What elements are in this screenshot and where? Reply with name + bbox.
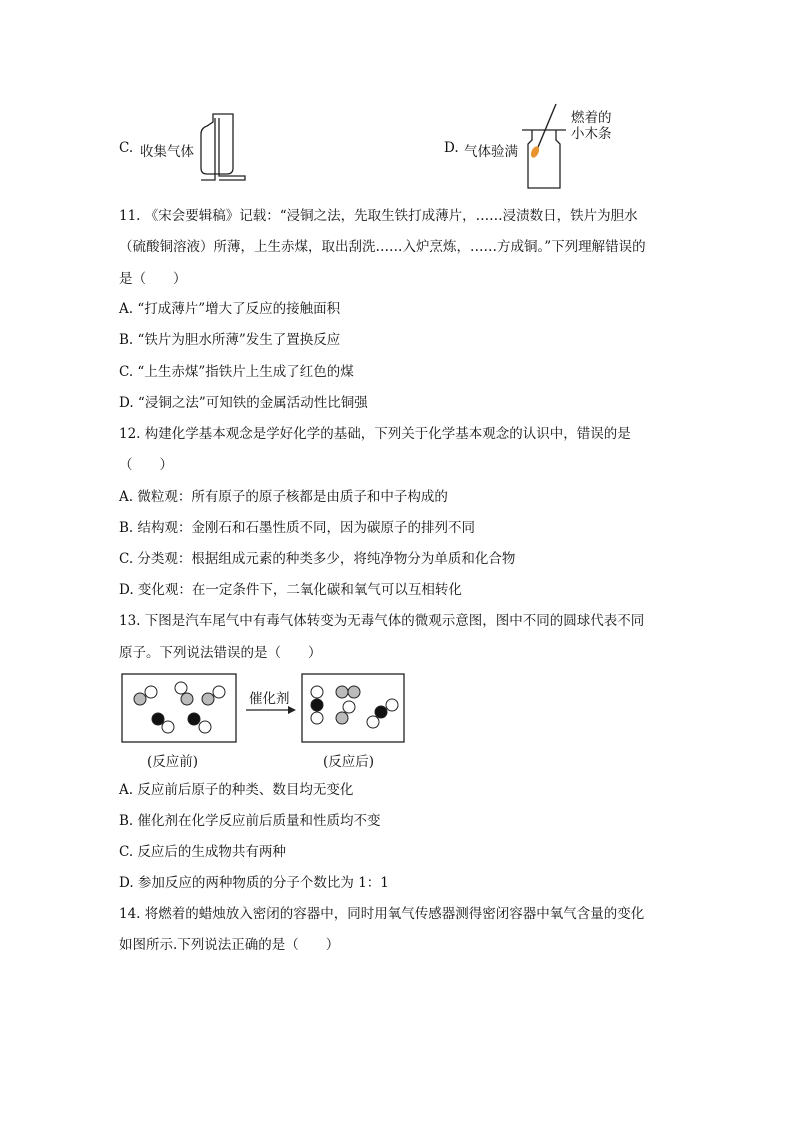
q12-line-2: （ ）: [119, 457, 173, 473]
q14-line-1: 14. 将燃着的蜡烛放入密闭的容器中，同时用氧气传感器测得密闭容器中氧气含量的变化: [119, 906, 645, 922]
q11-line-2: （硫酸铜溶液）所薄，上生赤煤，取出刮洗……入炉烹炼，……方成铜。”下列理解错误的: [119, 239, 646, 255]
q12-option-d: D. 变化观：在一定条件下，二氧化碳和氧气可以互相转化: [119, 582, 462, 598]
q11-line-3: 是（ ）: [119, 271, 187, 287]
gas-jar-splint-icon: [520, 100, 580, 192]
q13-option-d: D. 参加反应的两种物质的分子个数比为 1：1: [119, 875, 389, 891]
q12-option-c: C. 分类观：根据组成元素的种类多少，将纯净物分为单质和化合物: [119, 551, 516, 567]
q12-option-a: A. 微粒观：所有原子的原子核都是由质子和中子构成的: [119, 489, 448, 505]
q13-line-2: 原子。下列说法错误的是（ ）: [119, 645, 322, 661]
option-c-text: 收集气体: [140, 144, 194, 160]
q13-option-c: C. 反应后的生成物共有两种: [119, 844, 286, 860]
before-label: (反应前): [147, 754, 199, 770]
splint-annotation-1: 燃着的: [571, 110, 612, 126]
option-c-letter: C.: [119, 140, 134, 156]
q12-line-1: 12. 构建化学基本观念是学好化学的基础，下列关于化学基本观念的认识中，错误的是: [119, 426, 631, 442]
q13-option-b: B. 催化剂在化学反应前后质量和性质均不变: [119, 813, 381, 829]
option-d-text: 气体验满: [464, 144, 518, 160]
catalyst-label: 催化剂: [249, 691, 290, 707]
q13-option-a: A. 反应前后原子的种类、数目均无变化: [119, 782, 354, 798]
q11-option-c: C. “上生赤煤”指铁片上生成了红色的煤: [119, 364, 354, 380]
q11-option-d: D. “浸铜之法”可知铁的金属活动性比铜强: [119, 395, 368, 411]
q11-option-b: B. “铁片为胆水所薄”发生了置换反应: [119, 332, 341, 348]
after-label: (反应后): [323, 754, 375, 770]
q11-option-a: A. “打成薄片”增大了反应的接触面积: [119, 301, 341, 317]
q11-line-1: 11. 《宋会要辑稿》记载：“浸铜之法，先取生铁打成薄片，……浸渍数日，铁片为胆水: [119, 208, 638, 224]
q12-option-b: B. 结构观：金刚石和石墨性质不同，因为碳原子的排列不同: [119, 520, 476, 536]
q14-line-2: 如图所示.下列说法正确的是（ ）: [119, 937, 340, 953]
q13-line-1: 13. 下图是汽车尾气中有毒气体转变为无毒气体的微观示意图，图中不同的圆球代表不同: [119, 613, 645, 629]
reaction-diagram: [120, 672, 410, 747]
option-d-letter: D.: [444, 140, 459, 156]
gas-collection-apparatus-icon: [195, 108, 255, 188]
splint-annotation-2: 小木条: [571, 126, 612, 142]
